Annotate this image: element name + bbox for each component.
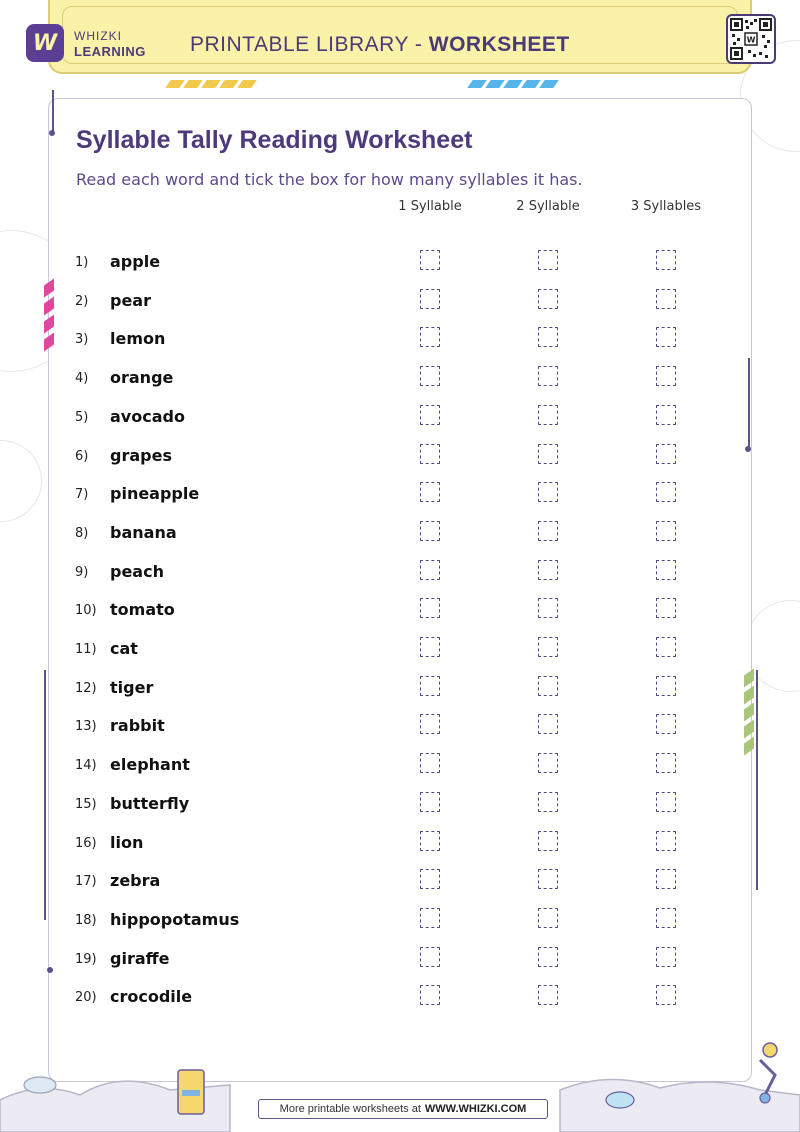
checkbox-2-syllable[interactable] [538, 792, 558, 812]
word-row [0, 249, 800, 279]
brand-name-top: WHIZKI [74, 29, 122, 43]
checkbox-1-syllable[interactable] [420, 947, 440, 967]
column-header-1-syllable: 1 Syllable [398, 199, 462, 214]
word-row [0, 443, 800, 473]
checkbox-2-syllable[interactable] [538, 482, 558, 502]
word-row [0, 636, 800, 666]
word-row [0, 520, 800, 550]
checkbox-1-syllable[interactable] [420, 637, 440, 657]
checkbox-2-syllable[interactable] [538, 676, 558, 696]
item-number: 2) [75, 293, 89, 309]
checkbox-1-syllable[interactable] [420, 482, 440, 502]
checkbox-3-syllables[interactable] [656, 366, 676, 386]
item-word: apple [110, 252, 161, 271]
checkbox-3-syllables[interactable] [656, 327, 676, 347]
checkbox-3-syllables[interactable] [656, 598, 676, 618]
item-word: giraffe [110, 948, 170, 968]
checkbox-2-syllable[interactable] [538, 753, 558, 773]
checkbox-3-syllables[interactable] [656, 521, 676, 541]
checkbox-3-syllables[interactable] [656, 831, 676, 851]
checkbox-3-syllables[interactable] [656, 869, 676, 889]
brand-name-bottom: LEARNING [74, 44, 146, 59]
item-word: hippopotamus [110, 909, 240, 929]
checkbox-3-syllables[interactable] [656, 250, 676, 270]
worksheet-title: Syllable Tally Reading Worksheet [76, 126, 473, 154]
word-row [0, 675, 800, 705]
item-number: 15) [75, 796, 97, 812]
checkbox-2-syllable[interactable] [538, 908, 558, 928]
checkbox-2-syllable[interactable] [538, 947, 558, 967]
checkbox-1-syllable[interactable] [420, 521, 440, 541]
word-row [0, 288, 800, 318]
item-number: 4) [75, 371, 89, 387]
checkbox-3-syllables[interactable] [656, 560, 676, 580]
word-row [0, 365, 800, 395]
checkbox-2-syllable[interactable] [538, 637, 558, 657]
item-word: pineapple [110, 484, 200, 504]
item-number: 10) [75, 603, 97, 619]
item-word: grapes [110, 445, 172, 465]
checkbox-1-syllable[interactable] [420, 327, 440, 347]
item-word: elephant [110, 755, 190, 775]
header-title-prefix: PRINTABLE LIBRARY - [190, 33, 429, 56]
header-title [190, 33, 570, 57]
word-row [0, 868, 800, 898]
item-number: 3) [75, 332, 89, 348]
word-row [0, 984, 800, 1014]
checkbox-3-syllables[interactable] [656, 753, 676, 773]
checkbox-3-syllables[interactable] [656, 985, 676, 1005]
checkbox-2-syllable[interactable] [538, 366, 558, 386]
item-number: 16) [75, 835, 97, 851]
checkbox-2-syllable[interactable] [538, 831, 558, 851]
checkbox-3-syllables[interactable] [656, 947, 676, 967]
item-number: 1) [75, 255, 89, 270]
word-row [0, 830, 800, 860]
checkbox-2-syllable[interactable] [538, 869, 558, 889]
checkbox-2-syllable[interactable] [538, 405, 558, 425]
word-row [0, 481, 800, 511]
word-row [0, 946, 800, 976]
logo-letter: W [32, 30, 58, 56]
column-header-2-syllable: 2 Syllable [516, 199, 580, 214]
checkbox-1-syllable[interactable] [420, 366, 440, 386]
checkbox-3-syllables[interactable] [656, 444, 676, 464]
item-number: 14) [75, 758, 97, 774]
checkbox-2-syllable[interactable] [538, 327, 558, 347]
whizki-logo-icon [26, 24, 64, 62]
checkbox-1-syllable[interactable] [420, 792, 440, 812]
item-word: zebra [110, 871, 161, 891]
item-word: banana [110, 522, 177, 542]
item-word: butterfly [110, 793, 190, 813]
checkbox-2-syllable[interactable] [538, 560, 558, 580]
item-word: tomato [110, 600, 175, 620]
yellow-stripe-accent [168, 80, 254, 90]
checkbox-1-syllable[interactable] [420, 985, 440, 1005]
checkbox-2-syllable[interactable] [538, 250, 558, 270]
word-row [0, 752, 800, 782]
word-row [0, 907, 800, 937]
checkbox-3-syllables[interactable] [656, 289, 676, 309]
footer-link[interactable]: WWW.WHIZKI.COM [424, 1103, 527, 1115]
side-rail-left [52, 90, 54, 135]
checkbox-3-syllables[interactable] [656, 482, 676, 502]
word-row [0, 326, 800, 356]
word-row [0, 597, 800, 627]
item-word: tiger [110, 677, 154, 697]
checkbox-2-syllable[interactable] [538, 985, 558, 1005]
item-number: 17) [75, 874, 97, 890]
item-word: lemon [110, 329, 166, 349]
checkbox-1-syllable[interactable] [420, 714, 440, 734]
checkbox-2-syllable[interactable] [538, 444, 558, 464]
blue-stripe-accent [470, 80, 556, 90]
word-row [0, 559, 800, 589]
item-number: 12) [75, 680, 97, 696]
checkbox-1-syllable[interactable] [420, 831, 440, 851]
item-word: pear [110, 290, 151, 310]
checkbox-1-syllable[interactable] [420, 289, 440, 309]
item-number: 19) [75, 951, 97, 967]
item-number: 6) [75, 448, 89, 464]
item-word: lion [110, 832, 144, 852]
item-number: 20) [75, 990, 97, 1006]
qr-code-icon [726, 14, 776, 64]
checkbox-2-syllable[interactable] [538, 289, 558, 309]
item-word: crocodile [110, 987, 193, 1007]
checkbox-3-syllables[interactable] [656, 637, 676, 657]
checkbox-1-syllable[interactable] [420, 598, 440, 618]
header-title-bold: WORKSHEET [428, 33, 570, 56]
checkbox-2-syllable[interactable] [538, 714, 558, 734]
item-word: rabbit [110, 716, 165, 736]
item-number: 11) [75, 642, 97, 657]
item-word: orange [110, 368, 174, 388]
item-word: avocado [110, 406, 185, 426]
checkbox-3-syllables[interactable] [656, 676, 676, 696]
column-header-3-syllables: 3 Syllables [630, 199, 702, 214]
worksheet-instructions: Read each word and tick the box for how many syllables it has. [76, 170, 583, 189]
item-word: peach [110, 561, 164, 581]
checkbox-3-syllables[interactable] [656, 908, 676, 928]
item-number: 13) [75, 719, 97, 735]
checkbox-2-syllable[interactable] [538, 521, 558, 541]
checkbox-1-syllable[interactable] [420, 869, 440, 889]
footer-website-banner[interactable] [258, 1099, 548, 1119]
checkbox-1-syllable[interactable] [420, 405, 440, 425]
side-dot [49, 130, 55, 136]
checkbox-1-syllable[interactable] [420, 444, 440, 464]
checkbox-1-syllable[interactable] [420, 250, 440, 270]
checkbox-3-syllables[interactable] [656, 792, 676, 812]
checkbox-1-syllable[interactable] [420, 753, 440, 773]
item-number: 9) [75, 564, 89, 580]
item-number: 7) [75, 487, 89, 503]
word-row [0, 713, 800, 743]
checkbox-3-syllables[interactable] [656, 405, 676, 425]
svg-text:W: W [746, 35, 756, 45]
checkbox-1-syllable[interactable] [420, 908, 440, 928]
word-row [0, 791, 800, 821]
word-row [0, 404, 800, 434]
checkbox-1-syllable[interactable] [420, 676, 440, 696]
item-number: 5) [75, 409, 89, 425]
footer-text: More printable worksheets at [279, 1103, 421, 1115]
checkbox-3-syllables[interactable] [656, 714, 676, 734]
item-number: 8) [75, 525, 89, 541]
item-word: cat [110, 639, 138, 658]
checkbox-2-syllable[interactable] [538, 598, 558, 618]
checkbox-1-syllable[interactable] [420, 560, 440, 580]
item-number: 18) [75, 912, 97, 928]
